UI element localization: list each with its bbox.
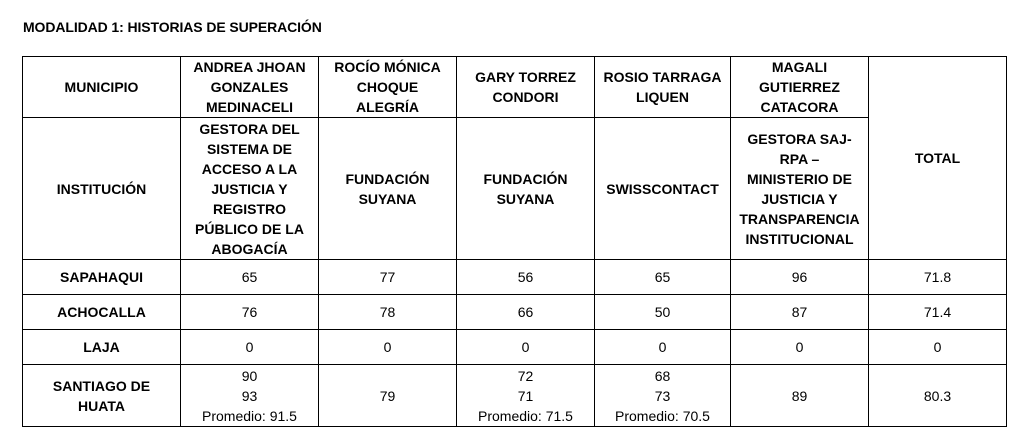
table-row: [23, 295, 1007, 330]
header-row-institutions: [23, 118, 1007, 260]
score-cell: 65: [595, 260, 731, 295]
institution-line: FUNDACIÓN: [483, 170, 568, 187]
score-cell: 0: [457, 330, 595, 365]
name-line: MEDINACELI: [205, 99, 294, 115]
score-cell: 66: [457, 295, 595, 330]
average-line: Promedio: 71.5: [478, 407, 573, 424]
municipio-line: HUATA: [78, 397, 125, 414]
score-cell: 0: [731, 330, 869, 365]
institution-line: ABOGACÍA: [211, 240, 288, 257]
score-cell: [181, 365, 319, 427]
institution-line: FUNDACIÓN: [345, 170, 430, 187]
institution-line: PÚBLICO DE LA: [195, 220, 304, 237]
institution-line: GESTORA DEL: [199, 120, 300, 137]
institution-header: [457, 118, 595, 260]
total-cell: 0: [869, 330, 1007, 365]
score-line: 71: [517, 387, 534, 404]
institution-header: [319, 118, 457, 260]
score-cell: 77: [319, 260, 457, 295]
institution-line: SUYANA: [496, 190, 555, 207]
score-cell: 50: [595, 295, 731, 330]
document-title: MODALIDAD 1: HISTORIAS DE SUPERACIÓN: [23, 19, 322, 35]
name-line: GONZALES: [210, 79, 289, 95]
name-line: CONDORI: [492, 89, 559, 105]
score-cell: 0: [181, 330, 319, 365]
institution-line: REGISTRO: [212, 200, 287, 217]
total-cell: 71.4: [869, 295, 1007, 330]
score-cell: 79: [319, 365, 457, 427]
municipio-cell: LAJA: [23, 330, 181, 365]
total-cell: 80.3: [869, 365, 1007, 427]
total-header: TOTAL: [869, 57, 1007, 260]
score-line: 68: [654, 367, 671, 384]
municipio-cell: SAPAHAQUI: [23, 260, 181, 295]
score-cell: 76: [181, 295, 319, 330]
name-line: ALEGRÍA: [356, 99, 419, 115]
table-row: [23, 260, 1007, 295]
header-row-names: [23, 57, 1007, 118]
table-row: [23, 365, 1007, 427]
score-cell: 89: [731, 365, 869, 427]
average-line: Promedio: 70.5: [615, 407, 710, 424]
name-line: LIQUEN: [636, 89, 689, 105]
institution-header: [181, 118, 319, 260]
total-cell: 71.8: [869, 260, 1007, 295]
name-line: ANDREA JHOAN: [193, 59, 306, 75]
score-line: 93: [241, 387, 258, 404]
institution-line: JUSTICIA Y: [761, 190, 838, 207]
score-line: 73: [654, 387, 671, 404]
institution-line: INSTITUCIONAL: [745, 230, 854, 247]
municipio-line: SANTIAGO DE: [52, 377, 151, 394]
name-line: GUTIERREZ: [759, 79, 840, 95]
institution-line: SISTEMA DE: [206, 140, 293, 157]
institution-line: JUSTICIA Y: [211, 180, 288, 197]
person-name-header: [457, 57, 595, 118]
name-line: CHOQUE: [356, 79, 419, 95]
table-row: [23, 330, 1007, 365]
name-line: ROSIO TARRAGA: [603, 69, 722, 85]
institution-line: SWISSCONTACT: [606, 180, 719, 197]
name-line: MAGALI: [771, 59, 828, 75]
person-name-header: [595, 57, 731, 118]
institution-line: TRANSPARENCIA: [739, 210, 860, 227]
municipio-header: MUNICIPIO: [23, 57, 181, 118]
municipio-cell: ACHOCALLA: [23, 295, 181, 330]
name-line: GARY TORREZ: [475, 69, 576, 85]
score-cell: [457, 365, 595, 427]
institution-header: [595, 118, 731, 260]
score-cell: 56: [457, 260, 595, 295]
score-cell: 96: [731, 260, 869, 295]
institution-header: [731, 118, 869, 260]
score-cell: 87: [731, 295, 869, 330]
institution-line: SUYANA: [358, 190, 417, 207]
score-cell: 78: [319, 295, 457, 330]
scores-table: [22, 56, 1007, 427]
score-line: 90: [241, 367, 258, 384]
score-cell: 0: [595, 330, 731, 365]
institution-line: MINISTERIO DE: [746, 170, 852, 187]
institution-line: GESTORA SAJ-: [747, 130, 852, 147]
name-line: CATACORA: [760, 99, 839, 115]
score-cell: [595, 365, 731, 427]
person-name-header: [319, 57, 457, 118]
score-line: 72: [517, 367, 534, 384]
person-name-header: [181, 57, 319, 118]
score-cell: 0: [319, 330, 457, 365]
person-name-header: [731, 57, 869, 118]
name-line: ROCÍO MÓNICA: [334, 59, 441, 75]
score-cell: 65: [181, 260, 319, 295]
institution-line: ACCESO A LA: [201, 160, 298, 177]
institucion-header: INSTITUCIÓN: [23, 118, 181, 260]
average-line: Promedio: 91.5: [202, 407, 297, 424]
municipio-cell: [23, 365, 181, 427]
institution-line: RPA –: [779, 150, 820, 167]
